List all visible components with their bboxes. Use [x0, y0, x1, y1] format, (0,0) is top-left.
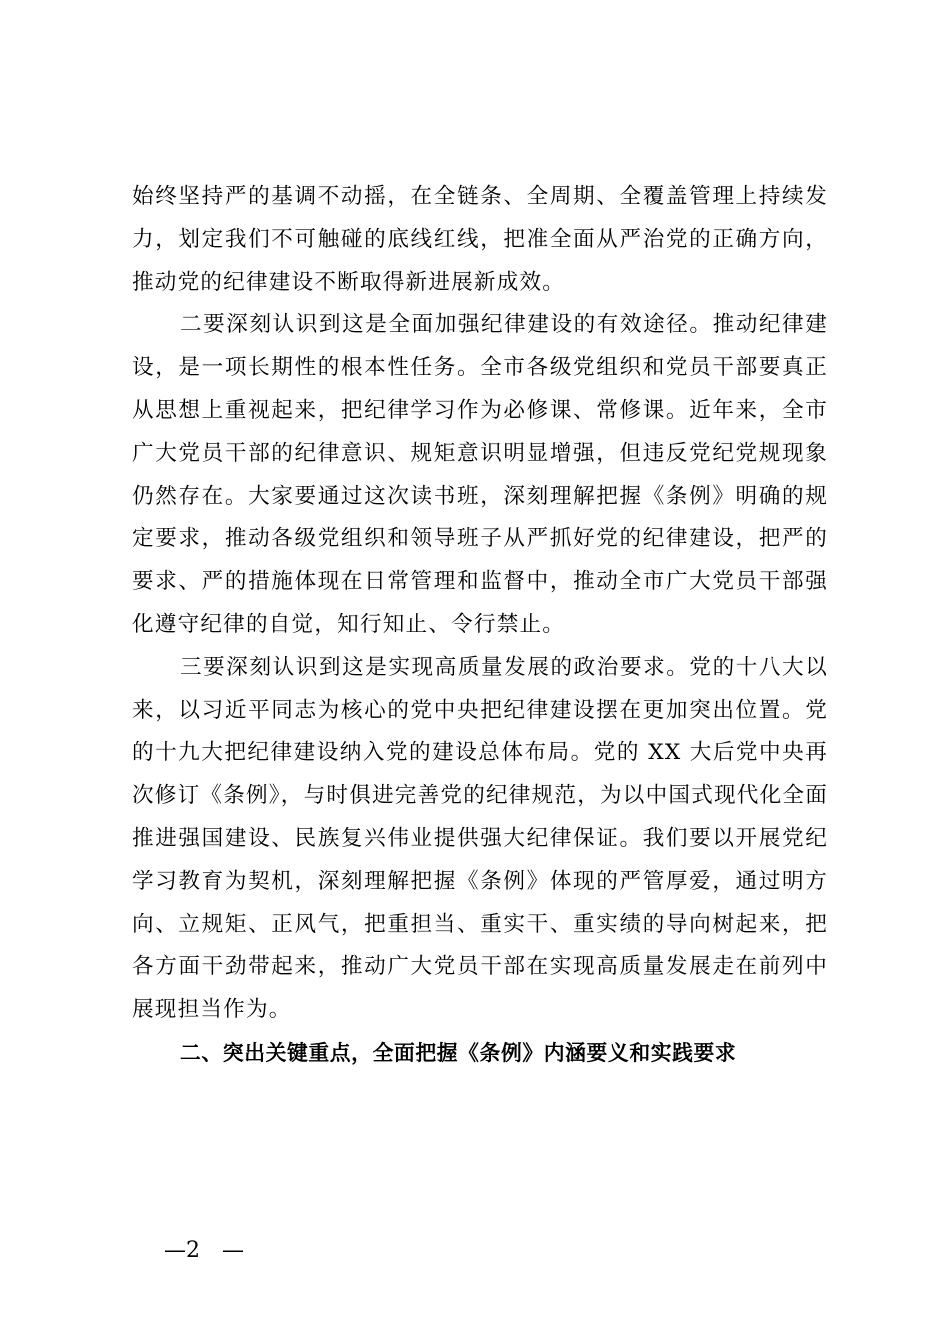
page-number: —2 — [164, 1238, 244, 1263]
paragraph-second-point: 二要深刻认识到这是全面加强纪律建设的有效途径。推动纪律建设，是一项长期性的根本性任务。全市各级党组织和党员干部要真正从思想上重视起来，把纪律学习作为必修课、常修课。近年来，全市广大党员干部的纪律意识、规矩意识明显增强，但违反党纪党规现象仍然存在。大家要通过这次读书班，深刻理解把握《条例》明确的规定要求，推动各级党组织和领导班子从严抓好党的纪律建设，把严的要求、严的措施体现在日常管理和监督中，推动全市广大党员干部强化遵守纪律的自觉，知行知止、令行禁止。 [132, 312, 828, 637]
section-heading: 二、突出关键重点，全面把握《条例》内涵要义和实践要求 [180, 1040, 737, 1065]
paragraph-third-point: 三要深刻认识到这是实现高质量发展的政治要求。党的十八大以来，以习近平同志为核心的党中央把纪律建设摆在更加突出位置。党的十九大把纪律建设纳入党的建设总体布局。党的 XX 大后党中央再次修订《条例》，与时俱进完善党的纪律规范，为以中国式现代化全面推进强国建设、民族复兴伟业提供强大纪律保证。我们要以开展党纪学习教育为契机，深刻理解把握《条例》体现的严管厚爱，通过明方向、立规矩、正风气，把重担当、重实干、重实绩的导向树起来，把各方面干劲带起来，推动广大党员干部在实现高质量发展走在前列中展现担当作为。 [132, 654, 828, 1023]
paragraph-continuation: 始终坚持严的基调不动摇，在全链条、全周期、全覆盖管理上持续发力，划定我们不可触碰的底线红线，把准全面从严治党的正确方向，推动党的纪律建设不断取得新进展新成效。 [132, 184, 828, 295]
document-body [132, 176, 828, 1075]
